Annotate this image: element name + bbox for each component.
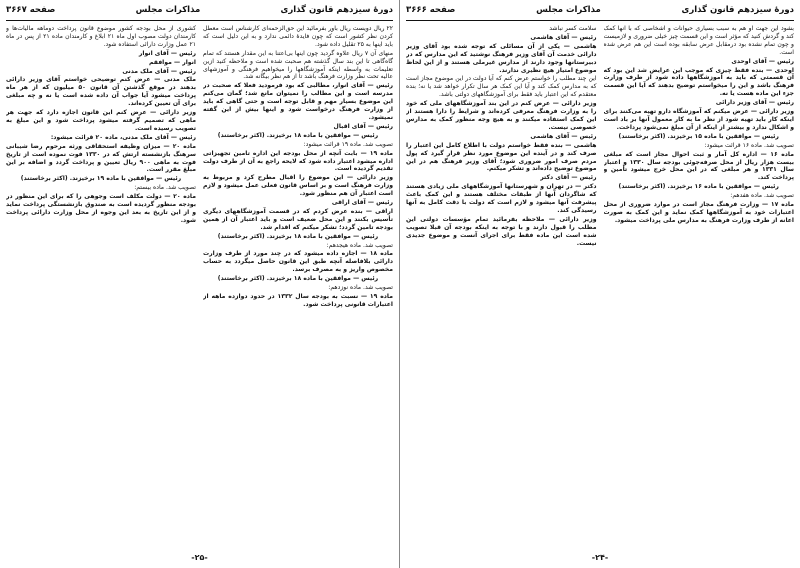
header-rule bbox=[406, 20, 794, 21]
paragraph: رئیس — آقای هاشمی bbox=[530, 132, 597, 140]
paragraph: ماده ۱۹ — نسبت به بودجه سال ۱۳۳۲ در حدود دوازده ماهه از اعتبارات قانونی پرداخت شود. bbox=[203, 293, 393, 308]
right-text-column bbox=[203, 25, 393, 553]
page-header bbox=[406, 2, 794, 18]
paragraph: هاشمی — بنده فقط خواستم دولت با اطلاع کامل این اعتبار را صرف کند و در آینده این موضوع مورد نظر قرار گیرد که پول مردم صرف امور ضروری شود؛ آقای وزیر فرهنگ هم در این موضوع توضیح داده‌اند و تشکر میکنم. bbox=[406, 141, 597, 173]
paragraph: رئیس — موافقین با ماده ۱۸ برخیزند. (اکثر برخاستند) bbox=[217, 232, 379, 240]
paragraph: رئیس — موافقین با ماده ۱۶ برخیزند. (اکثر برخاستند) bbox=[618, 183, 779, 191]
paragraph: اراقی — بنده عرض کردم که در قسمت آموزشگاههای دیگری تأسیس بکنند و این محل ضعیف است و باید اعتبار آن از همین بودجه تامین گردد؛ تشکر میکنم که اقدام شد. bbox=[203, 207, 393, 231]
paragraph: تصویب شد. ماده نوزدهم: bbox=[328, 284, 393, 292]
paragraph: وزیر دارائی — عرض کنم در این بند آموزشگاههای ملی که خود را به وزارت فرهنگ معرفی کرده‌اند و شرایط را دارا هستند از این کمک استفاده میکنند و به هیچ وجه منظور کمک به مدارس خصوصی نیست. bbox=[406, 100, 597, 131]
paragraph: ماده ۲۰ — میزان وظیفه استحقاقی ورثه مرحوم رضا شیبانی سرهنگ بازنشسته ارتش که در ۱۳۳۰ فوت نموده است از تاریخ فوت به ماهی ۹۰۰ ریال تعیین و پرداخت گردد و اضافه بر این مبلغ مقرر است. bbox=[6, 142, 196, 174]
folio-number: -۲۵- bbox=[191, 553, 208, 562]
paragraph: وزیر دارائی — عرض میکنم که آموزشگاه دارو تهیه می‌کنند برای اینکه کار باید تهیه شود از نظر ما به کار معمول آنها بر باد است و اشکال ندارد و بیشتر از اینکه از آن مبلغ نمی‌شود پرداخت. bbox=[603, 108, 794, 131]
paragraph: ماده ۱۹ — بابت آنچه از محل بودجه این اداره تامین تجهیزاتی اداره میشود اعتبار داده شود که لایحه راجع به آن از طرف دولت تقدیم گردیده است. bbox=[203, 149, 393, 173]
paragraph: ماده ۱۷ — وزارت فرهنگ مجاز است در موارد ضروری از محل اعتبارات خود به آموزشگاهها کمک نماید و این کمک به صورت اعانه از طرف وزارت فرهنگ به مدارس ملی پرداخت میشود. bbox=[603, 201, 794, 224]
folio-number: -۲۴- bbox=[591, 553, 609, 562]
paragraph: تصویب شد. ماده بیستم: bbox=[134, 184, 196, 192]
paragraph: تصویب شد. ماده ۱۶ قرائت میشود: bbox=[704, 141, 794, 149]
session-title: دورهٔ سیزدهم قانون گذاری bbox=[280, 5, 393, 15]
paragraph: رئیس — موافقین با ماده ۱۸ برخیزند. (اکثر برخاستند) bbox=[217, 131, 379, 139]
header-center-title: مذاکرات مجلس bbox=[536, 5, 601, 15]
text-columns bbox=[406, 25, 794, 553]
page-number-label: صفحه ۳۶۶۶ bbox=[406, 5, 456, 15]
paragraph: این چند مطلب را خواستم عرض کنم که آیا دولت در این موضوع مجاز است که به مدارس کمک کند و آیا این کمک هر سال تکرار خواهد شد یا نه؛ بنده معتقدم که این اعتبار باید فقط برای آموزشگاههای دولتی باشد. bbox=[406, 75, 597, 99]
paragraph: سلامت کسر نباشد bbox=[549, 25, 597, 32]
paragraph: بشود این جهت او هم به سبب بسیاری حیوانات و اشخاصی که با آنها کمک کند و گردش کنید که مؤثر است و این قسمت چیز خیلی ضروری و لازمیست و چون تمام نشده بود درمقابل عرض سابقه بوده است این هم عرض شده است. bbox=[603, 25, 794, 56]
paragraph: کشوری از محل بودجه کشور موضوع قانون پرداخت دوماهه مالیات‌ها و کارمندان دولت مصوب اول ماه ۲۱ ابلاغ و کارمندان ماده ۲۱ از پس در ماه ۲۱ عمل وزارت دارائی استفاده شود. bbox=[6, 25, 196, 48]
paragraph: رئیس — موافقین با ماده ۱۹ برخیزند. (اکثر برخاستند) bbox=[20, 175, 182, 183]
paragraph: رئیس — موافقین با ماده ۱۸ برخیزند. (اکثر برخاستند) bbox=[217, 275, 379, 283]
left-text-column bbox=[6, 25, 196, 553]
paragraph: تصویب شد. ماده هیجدهم: bbox=[326, 241, 393, 249]
page-number-label: صفحه ۳۶۶۷ bbox=[6, 5, 56, 15]
paragraph: ماده ۱۶ — اداره کل آمار و ثبت احوال مجاز است که مبلغی بیست هزار ریال از محل صرفه‌جوئی بودجه سال ۱۳۳۰ و اعتبار سال ۱۳۳۱ و هر مبلغی که در این محل خرج میشود تأمین و پرداخت کند. bbox=[603, 150, 794, 182]
paragraph: ملک مدنی — عرض کنم توضیحی خواستم آقای وزیر دارائی بدهند در موقع گذشتن آن قانون ۵۰ میلیون که از هر ماه پرداخت میشود آیا جواب آن داده شده است یا نه و چه مبلغی برای آن تعیین کرده‌اند. bbox=[6, 76, 196, 108]
paragraph: رئیس — آقای اوحدی bbox=[731, 57, 794, 65]
paragraph: انوار — موافقم bbox=[149, 58, 196, 66]
paragraph: رئیس — آقای دکتر bbox=[540, 174, 597, 182]
paragraph: رئیس — موافقین با ماده ۱۵ برخیزند. (اکثر برخاستند) bbox=[618, 132, 779, 140]
paragraph: رئیس — آقای وزیر دارائی bbox=[715, 99, 794, 107]
paragraph: تصویب شد. ماده هفدهم: bbox=[730, 192, 794, 200]
paragraph: رئیس — آقای اقبال bbox=[333, 122, 393, 130]
paragraph: ماده ۲۰ — دولت مکلف است وجوهی را که برای این منظور در بودجه منظور گردیده است به صندوق بازنشستگی پرداخت نماید و از این تاریخ به بعد این وجوه از محل وزارت دارائی پرداخت شود. bbox=[6, 193, 196, 224]
paragraph: اوحدی — بنده فقط چیزی که موجب این عرایض شد این بود که آن قسمتی که باید به آموزشگاهها داده شود از طرف وزارت فرهنگ باشد و این را میخواستم توضیح بدهند که آیا این قسمت جزء این ماده هست یا نه. bbox=[603, 66, 794, 98]
paragraph: رئیس — آقای ملک مدنی bbox=[122, 67, 196, 75]
paragraph: وزیر دارائی — این موضوع را اقبال مطرح کرد و مربوط به وزارت فرهنگ است و بر اساس قانون فعلی عمل میشود و لازم است اعتبار آن هم منظور شود. bbox=[203, 174, 393, 198]
paragraph: منهای آن ۷ ریال علاوه گردید چون اینها بی‌اعتنا به این مقدار هستند که تمام گاه‌گاهی تا این بند سال گذشته هم صحبت شده است و ملاحظه کنید ازین تعلیمات به واسطه اینکه آموزشگاهها را میخواهیم فرهنگی و آموزشهای عالیه تحت نظر وزارت فرهنگ باشد تا از هم نظر بیگانه شد. bbox=[203, 49, 393, 81]
paragraph: ۲۲ ریال دویست ریال باور بفرمائید این حق‌الزحمه‌ای کارشناس است معطل کردن نظر کشور است که چون فایدهٔ دائمی ندارد و به این دلیل است که باید اینها به ۲۵ تقلیل داده شود. bbox=[203, 25, 393, 48]
paragraph: وزیر دارائی — عرض کنم این قانون اجازه دارد که جهت هر ماهی که تصمیم گرفته میشود پرداخت شود و این مبلغ به تصویب رسیده است. bbox=[6, 109, 196, 132]
paragraph: ماده ۱۸ — اجازه داده میشود که در چند مورد از طرف وزارت دارائی بلافاصله آنچه طبق این قانون حاصل میگردد به حساب مخصوص واریز و به مصرف برسد. bbox=[203, 250, 393, 274]
header-center-title: مذاکرات مجلس bbox=[135, 5, 201, 15]
header-rule bbox=[6, 20, 393, 21]
paragraph: رئیس — آقای ملک مدنی، ماده ۲۰ قرائت میشود: bbox=[50, 133, 196, 141]
paragraph: هاشمی — یکی از آن مسائلی که توجه شده بود آقای وزیر دارائی خدمت آن آقای وزیر فرهنگ نوشتید که این مدارس که در دبیرستانها وجود دارند از مدارس غیرملی هستند و از این لحاظ موضوع امتیاز هیچ نظیری ندارند. bbox=[406, 42, 597, 74]
paragraph: رئیس — آقای هاشمی bbox=[530, 33, 597, 41]
paragraph: رئیس — آقای اراقی bbox=[331, 199, 393, 207]
paragraph: تصویب شد. ماده ۱۹ قرائت میشود: bbox=[303, 140, 393, 148]
page-header bbox=[6, 2, 393, 18]
paragraph: دکتر — در تهران و شهرستانها آموزشگاههای ملی زیادی هستند که شاگردان آنها از طبقات مختلف هستند و این کمک باعث پیشرفت آنها میشود و لازم است که دولت با دقت کامل به آنها رسیدگی کند. bbox=[406, 183, 597, 214]
session-title: دورهٔ سیزدهم قانون گذاری bbox=[681, 5, 794, 15]
right-text-column bbox=[604, 25, 795, 553]
left-text-column bbox=[406, 25, 597, 553]
text-columns bbox=[6, 25, 393, 553]
paragraph: رئیس — آقای انوار bbox=[138, 49, 196, 57]
paragraph: وزیر دارائی — ملاحظه بفرمائید تمام مؤسسات دولتی این مطلب را قبول دارند و با توجه به اینکه بودجه آن قبلا تصویب شده است این ماده فقط برای اجرای آنست و موضوع جدیدی نیست. bbox=[406, 215, 597, 247]
right-page bbox=[400, 0, 800, 568]
paragraph: رئیس — آقای انوار، مطالبی که بود فرمودید فعلا که صحبت در مدرسه است و این مطالب را نمیتوان مانع شد؛ گمان می‌کنم این موضوع بسیار مهم و قابل توجه است و حتی گاهی که باید از وزارت فرهنگ درخواست شود و اینها بیش از این گفته نمیشود. bbox=[203, 82, 393, 121]
